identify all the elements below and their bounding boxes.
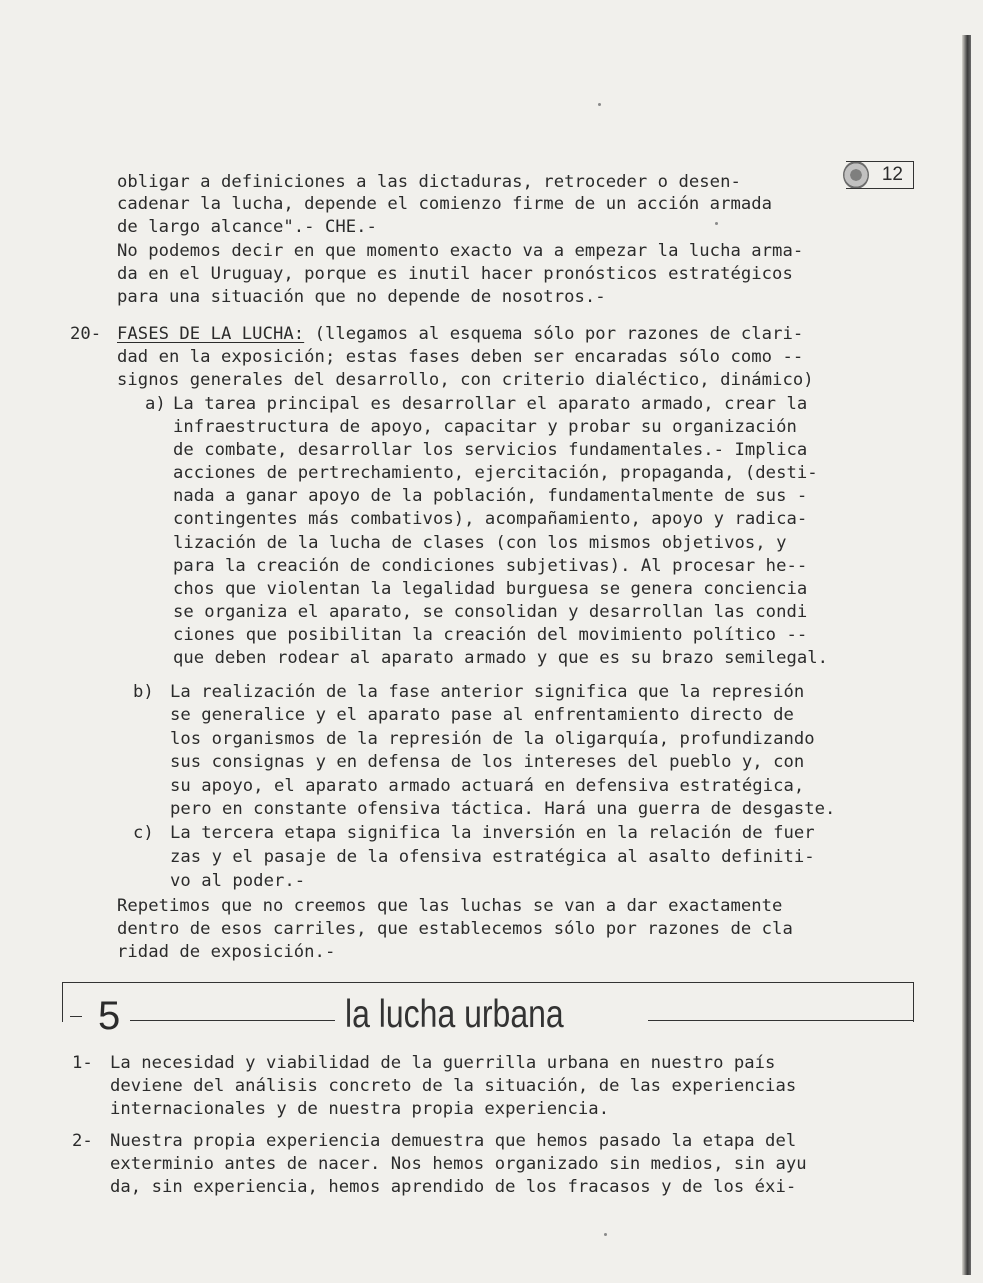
text-line: su apoyo, el aparato armado actuará en defensiva estratégica, — [170, 776, 805, 796]
text-line: da en el Uruguay, porque es inutil hacer pronósticos estratégicos — [117, 264, 793, 284]
text-line: La necesidad y viabilidad de la guerrilla urbana en nuestro país — [110, 1053, 776, 1073]
text-line: contingentes más combativos), acompañamiento, apoyo y radica- — [173, 509, 808, 529]
chapter-number: 5 — [98, 994, 121, 1038]
text-line: sus consignas y en defensa de los intereses del pueblo y, con — [170, 752, 805, 772]
text-line: ciones que posibilitan la creación del movimiento político -- — [173, 625, 808, 645]
text-line: los organismos de la represión de la oligarquía, profundizando — [170, 729, 815, 749]
item-marker: a) — [145, 394, 166, 414]
section-heading: FASES DE LA LUCHA: — [117, 324, 305, 344]
item-marker: b) — [133, 682, 154, 702]
point-number: 1- — [72, 1053, 93, 1073]
text-line: chos que violentan la legalidad burguesa se genera conciencia — [173, 579, 808, 599]
text-line: La tarea principal es desarrollar el aparato armado, crear la — [173, 394, 808, 414]
text-line: que deben rodear al aparato armado y que es su brazo semilegal. — [173, 648, 829, 668]
chapter-rule — [130, 1020, 335, 1021]
chapter-title: la lucha urbana — [345, 993, 564, 1036]
text-line: para la creación de condiciones subjetivas). Al procesar he-- — [173, 556, 808, 576]
text-line: da, sin experiencia, hemos aprendido de los fracasos y de los éxi- — [110, 1177, 797, 1197]
text-line: zas y el pasaje de la ofensiva estratégica al asalto definiti- — [170, 847, 815, 867]
text-line: dad en la exposición; estas fases deben ser encaradas sólo como -- — [117, 347, 804, 367]
text-line: pero en constante ofensiva táctica. Hará una guerra de desgaste. — [170, 799, 836, 819]
text-line: acciones de pertrechamiento, ejercitación, propaganda, (desti- — [173, 463, 818, 483]
text-line: ridad de exposición.- — [117, 942, 336, 962]
text-line: cadenar la lucha, depende el comienzo firme de un acción armada — [117, 194, 773, 214]
text-line: Nuestra propia experiencia demuestra que hemos pasado la etapa del — [110, 1131, 797, 1151]
text-line: La tercera etapa significa la inversión en la relación de fuer — [170, 823, 815, 843]
text-line: lización de la lucha de clases (con los mismos objetivos, y — [173, 533, 787, 553]
scan-speck — [598, 103, 601, 106]
chapter-rule — [648, 1020, 913, 1021]
section-intro: (llegamos al esquema sólo por razones de clari- — [304, 324, 804, 344]
page-number: 12 — [846, 161, 914, 189]
scan-speck — [604, 1233, 607, 1236]
text-line: dentro de esos carriles, que establecemos sólo por razones de cla — [117, 919, 793, 939]
text-line: La realización de la fase anterior significa que la represión — [170, 682, 805, 702]
text-line: para una situación que no depende de nosotros.- — [117, 287, 606, 307]
item-marker: c) — [133, 823, 154, 843]
text-line: se generalice y el aparato pase al enfrentamiento directo de — [170, 705, 794, 725]
text-line: infraestructura de apoyo, capacitar y probar su organización — [173, 417, 797, 437]
scan-speck — [715, 222, 718, 225]
text-line: se organiza el aparato, se consolidan y desarrollan las condi — [173, 602, 808, 622]
chapter-rule — [70, 1016, 82, 1017]
section-heading-line — [117, 323, 803, 345]
text-line: obligar a definiciones a las dictaduras, retroceder o desen- — [117, 172, 741, 192]
text-line: Repetimos que no creemos que las luchas se van a dar exactamente — [117, 896, 783, 916]
text-line: No podemos decir en que momento exacto va a empezar la lucha arma- — [117, 241, 804, 261]
text-line: deviene del análisis concreto de la situación, de las experiencias — [110, 1076, 797, 1096]
point-number: 2- — [72, 1131, 93, 1151]
scan-edge-shadow — [962, 35, 971, 1275]
text-line: vo al poder.- — [170, 871, 306, 891]
text-line: internacionales y de nuestra propia experiencia. — [110, 1099, 610, 1119]
text-line: de combate, desarrollar los servicios fundamentales.- Implica — [173, 440, 808, 460]
section-number: 20- — [70, 324, 102, 344]
text-line: signos generales del desarrollo, con criterio dialéctico, dinámico) — [117, 370, 814, 390]
text-line: exterminio antes de nacer. Nos hemos organizado sin medios, sin ayu — [110, 1154, 807, 1174]
text-line: nada a ganar apoyo de la población, fundamentalmente de sus - — [173, 486, 808, 506]
text-line: de largo alcance".- CHE.- — [117, 217, 377, 237]
